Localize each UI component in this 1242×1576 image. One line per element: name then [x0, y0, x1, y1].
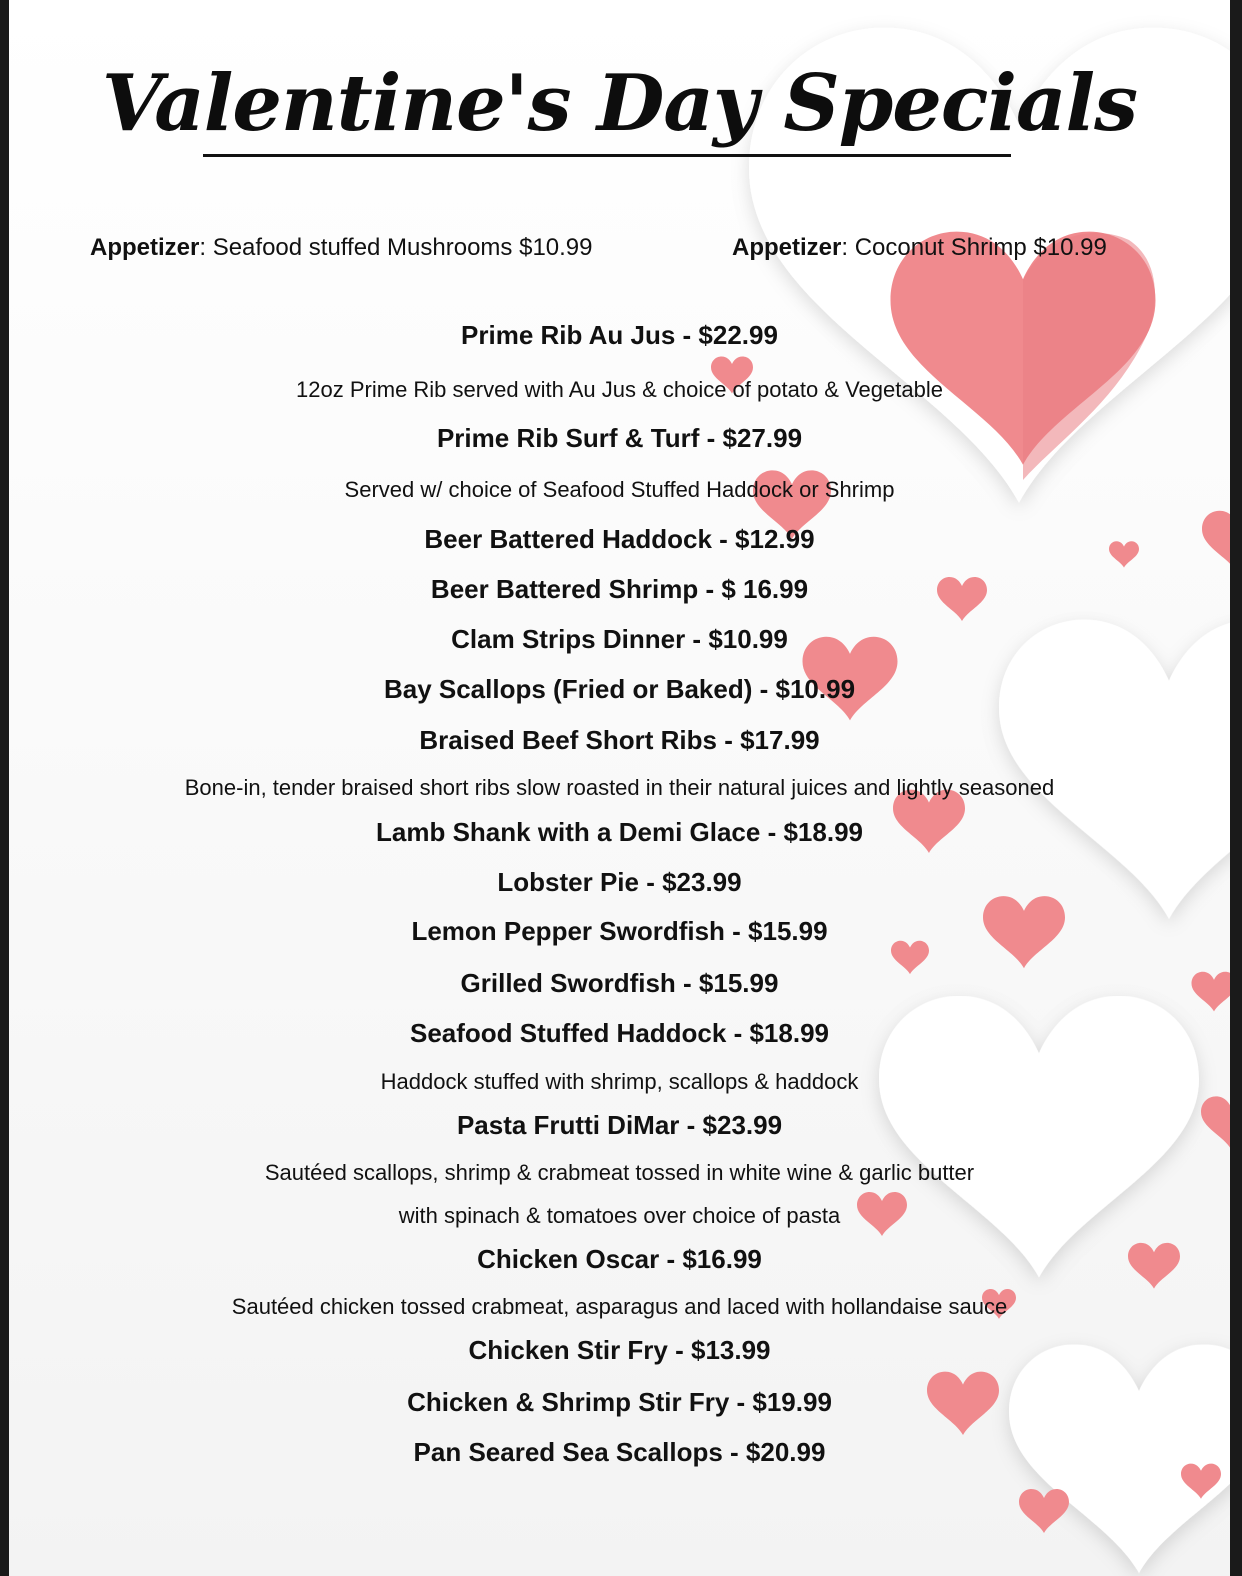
menu-item-description: Sautéed chicken tossed crabmeat, asparagus and laced with hollandaise sauce [231, 1294, 1008, 1319]
menu-item: Grilled Swordfish - $15.99 [460, 968, 779, 998]
appetizer-label: Appetizer [90, 234, 200, 261]
left-border [0, 0, 9, 1576]
menu-item: Bay Scallops (Fried or Baked) - $10.99 [383, 674, 856, 704]
appetizer-text: : Seafood stuffed Mushrooms $10.99 [199, 234, 593, 261]
heart-icon [1019, 1489, 1069, 1533]
menu-item: Pasta Frutti DiMar - $23.99 [456, 1110, 783, 1140]
right-border [1230, 0, 1242, 1576]
menu-item-description: Haddock stuffed with shrimp, scallops & haddock [380, 1069, 859, 1094]
appetizer-label: Appetizer [732, 234, 842, 261]
menu-item: Lamb Shank with a Demi Glace - $18.99 [376, 817, 863, 847]
menu-item: Pan Seared Sea Scallops - $20.99 [413, 1437, 826, 1467]
menu-item: Beer Battered Shrimp - $ 16.99 [430, 574, 809, 604]
menu-item: Lemon Pepper Swordfish - $15.99 [411, 916, 828, 946]
menu-item: Beer Battered Haddock - $12.99 [424, 524, 815, 554]
menu-item: Chicken Stir Fry - $13.99 [468, 1335, 771, 1365]
menu-item: Lobster Pie - $23.99 [497, 867, 742, 897]
menu-item-description: Sautéed scallops, shrimp & crabmeat tossed in white wine & garlic butter [264, 1160, 975, 1185]
menu-item: Clam Strips Dinner - $10.99 [451, 624, 788, 654]
menu-item-description: Bone-in, tender braised short ribs slow roasted in their natural juices and lightly seasoned [184, 775, 1055, 800]
menu-item: Braised Beef Short Ribs - $17.99 [419, 725, 820, 755]
appetizer-left [90, 234, 593, 262]
menu-item: Chicken & Shrimp Stir Fry - $19.99 [407, 1387, 832, 1417]
menu-item: Prime Rib Au Jus - $22.99 [461, 320, 778, 350]
menu-item: Chicken Oscar - $16.99 [477, 1244, 762, 1274]
page-title: Valentine's Day Specials [101, 58, 1138, 149]
menu-page [9, 0, 1230, 1576]
appetizer-text: : Coconut Shrimp $10.99 [841, 234, 1107, 261]
menu-item-description: 12oz Prime Rib served with Au Jus & choice of potato & Vegetable [296, 377, 943, 402]
menu-item-description: Served w/ choice of Seafood Stuffed Haddock or Shrimp [344, 477, 895, 502]
menu-item: Seafood Stuffed Haddock - $18.99 [410, 1018, 829, 1048]
menu-item: Prime Rib Surf & Turf - $27.99 [436, 423, 803, 453]
title-underline [203, 154, 1011, 157]
menu-item-description: with spinach & tomatoes over choice of pasta [398, 1203, 841, 1228]
appetizer-right [732, 234, 1107, 262]
